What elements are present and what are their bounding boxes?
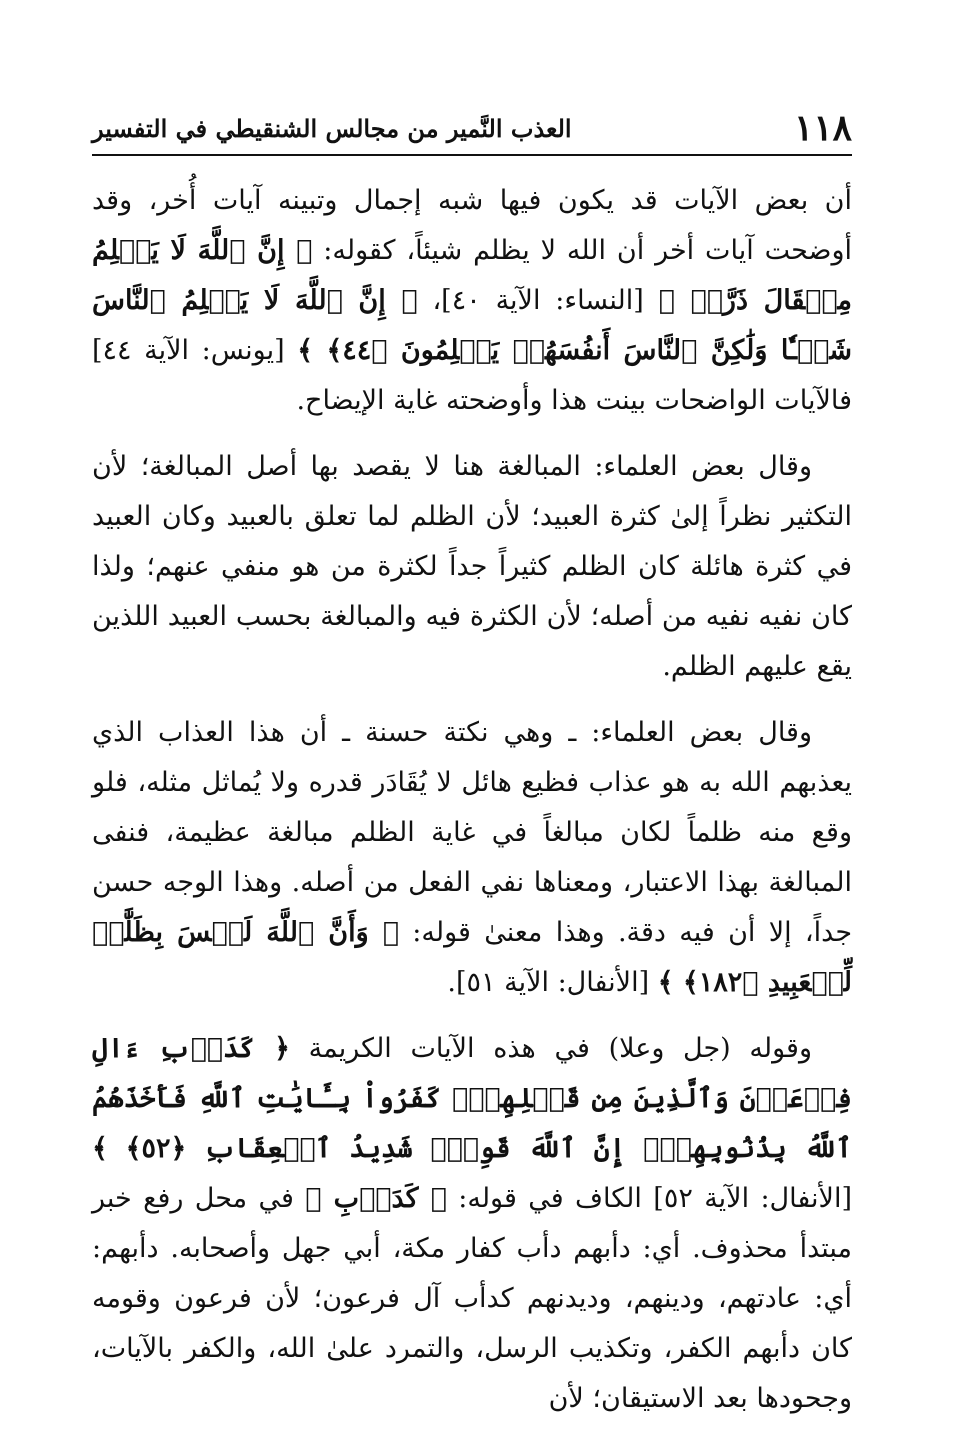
paragraph-text: أن بعض الآيات قد يكون فيها شبه إجمال وتبينه آيات أُخر، وقد أوضحت آيات أخر أن الله لا يظلم شيئاً، كقوله: <box>92 185 852 266</box>
paragraph-text: في محل رفع خبر مبتدأ محذوف. أي: دأبهم دأب كفار مكة، أبي جهل وأصحابه. دأبهم: أي: عادتهم، ودينهم، وديدنهم كدأب آل فرعون؛ لأن فرعون وقومه كان دأبهم الكفر، وتكذيب الرسل، والتمرد علىٰ الله، والكفر بالآيات، وجحودها بعد الاستيقان؛ لأن <box>92 1183 852 1414</box>
paragraph-text: وقال بعض العلماء: المبالغة هنا لا يقصد بها أصل المبالغة؛ لأن التكثير نظراً إلىٰ كثرة العبيد؛ لأن الظلم لما تعلق بالعبيد وكان العبيد في كثرة هائلة كان الظلم كثيراً جداً لكثرة من هو منفي عنهم؛ ولذا كان نفيه نفيه من أصله؛ لأن الكثرة فيه والمبالغة بحسب العبيد اللذين يقع عليهم الظلم. <box>92 451 852 682</box>
quran-verse: ﴿ وَأَنَّ ٱللَّهَ لَيۡسَ بِظَلَّٰمٖ لِّلۡعَبِيدِ ﴿١٨٢﴾ ﴾ <box>92 917 852 998</box>
quran-verse: ﴿ كَدَأۡبِ ءَالِ فِرۡعَوۡنَ وَٱلَّذِينَ مِن قَبۡلِهِمۡۚ كَفَرُواْ بِـَٔايَٰتِ ٱللَّهِ فَأَخَذَهُمُ ٱللَّهُ بِذُنُوبِهِمۡۚ إِنَّ ٱللَّهَ قَوِيّٞ شَدِيدُ ٱلۡعِقَابِ ﴿٥٢﴾ ﴾ <box>92 1033 852 1164</box>
page-header <box>92 108 852 152</box>
quran-verse: ﴿ كَدَأۡبِ ﴾ <box>305 1183 447 1214</box>
verse-citation: [الأنفال: الآية ٥١]. <box>447 967 658 998</box>
paragraph <box>92 708 852 1008</box>
quran-verse: ﴿ إِنَّ ٱللَّهَ لَا يَظۡلِمُ ٱلنَّاسَ شَيۡـٔٗا وَلَٰكِنَّ ٱلنَّاسَ أَنفُسَهُمۡ يَظۡلِمُونَ ﴿٤٤﴾ ﴾ <box>92 285 853 366</box>
paragraph-text: وقوله (جل وعلا) في هذه الآيات الكريمة <box>289 1033 812 1064</box>
header-divider <box>92 154 852 156</box>
paragraph <box>92 176 852 426</box>
paragraph <box>92 442 852 692</box>
paragraph <box>92 1024 852 1424</box>
paragraph-text: وقال بعض العلماء: ـ وهي نكتة حسنة ـ أن هذا العذاب الذي يعذبهم الله به هو عذاب فظيع هائل لا يُقَادَر قدره ولا يُماثل مثله، فلو وقع منه ظلماً لكان مبالغاً في غاية الظلم مبالغة عظيمة، فنفى المبالغة بهذا الاعتبار، ومعناها نفي الفعل من أصله. وهذا الوجه حسن جداً، إلا أن فيه دقة. وهذا معنىٰ قوله: <box>92 717 853 948</box>
running-title: العذب النَّمير من مجالس الشنقيطي في التفسير <box>92 114 572 143</box>
quran-verse: ﴿ إِنَّ ٱللَّهَ لَا يَظۡلِمُ مِثۡقَالَ ذَرَّةٖ ﴾ <box>92 235 852 316</box>
verse-citation: [الأنفال: الآية ٥٢] الكاف في قوله: <box>446 1183 852 1214</box>
paragraph-text: [يونس: الآية ٤٤] فالآيات الواضحات بينت هذا وأوضحته غاية الإيضاح. <box>92 335 852 416</box>
page-number: ١١٨ <box>793 107 852 149</box>
page-body <box>92 176 852 1440</box>
verse-citation: [النساء: الآية ٤٠]، <box>417 285 659 316</box>
